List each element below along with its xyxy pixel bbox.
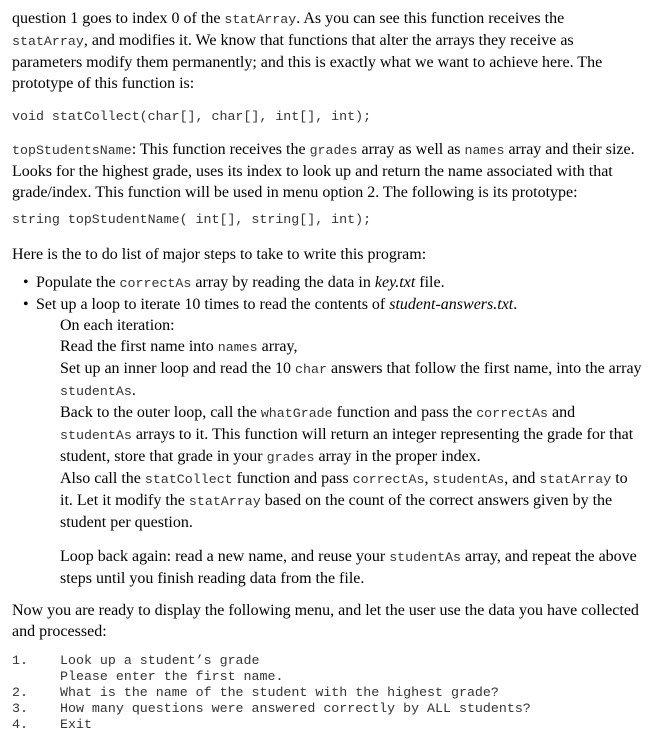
text-run: based on the count of the correct answers given by the student per question. <box>60 492 613 531</box>
text-run: Loop back again: read a new name, and reuse your <box>60 548 390 565</box>
menu-label: What is the name of the student with the highest grade? <box>60 685 499 700</box>
text-run: file. <box>415 274 445 291</box>
menu-number: 3. <box>12 701 28 716</box>
code-top-students-name: topStudentsName <box>12 143 132 158</box>
menu-item <box>12 701 642 717</box>
list-item <box>12 272 642 294</box>
menu-number: 2. <box>12 685 28 700</box>
file-name: key.txt <box>374 274 416 291</box>
text-run: . As you can see this function receives the <box>296 10 565 27</box>
file-name: student-answers.txt <box>389 296 514 313</box>
text-run: array, and repeat the above steps until you finish reading data from the file. <box>60 548 637 587</box>
text-run: , and <box>504 470 540 487</box>
code-grades: grades <box>266 450 315 465</box>
text-run: and <box>548 404 576 421</box>
document-page <box>12 8 642 733</box>
menu-list <box>12 653 642 733</box>
todo-intro: Here is the to do list of major steps to take to write this program: <box>12 246 427 263</box>
code-student-as: studentAs <box>60 428 132 443</box>
step-also-call <box>60 468 642 533</box>
text-run: Read the first name into <box>60 338 218 355</box>
text-run: answers that follow the first name, into the array <box>326 360 642 377</box>
menu-item <box>12 653 642 685</box>
iteration-steps <box>60 315 642 589</box>
top-student-description <box>12 139 642 203</box>
code-names: names <box>217 340 258 355</box>
step-inner-loop <box>60 358 642 402</box>
step-outer-loop <box>60 402 642 468</box>
menu-label: Look up a student’s grade <box>60 653 260 668</box>
code-grades: grades <box>309 143 358 158</box>
code-names: names <box>464 143 505 158</box>
menu-number: 1. <box>12 653 28 668</box>
text-run: Populate the <box>36 274 120 291</box>
code-correct-as: correctAs <box>476 406 549 421</box>
menu-intro: Now you are ready to display the following menu, and let the user use the data you have collected and processed: <box>12 602 639 640</box>
text-run: array, <box>257 338 298 355</box>
step-loop-back <box>60 546 642 589</box>
text-run: question 1 goes to index 0 of the <box>12 10 225 27</box>
code-correct-as: correctAs <box>119 276 192 291</box>
text-run: array by reading the data in <box>191 274 375 291</box>
menu-label: How many questions were answered correctly by ALL students? <box>60 701 531 716</box>
code-student-as: studentAs <box>432 472 505 487</box>
text-run: Also call the <box>60 470 145 487</box>
menu-label: Exit <box>60 717 92 732</box>
text-run: . <box>131 382 136 399</box>
stat-collect-prototype: void statCollect(char[], char[], int[], int); <box>12 109 372 124</box>
code-stat-array: statArray <box>188 494 261 509</box>
text-run: function and pass <box>232 470 353 487</box>
text-run: , <box>424 470 433 487</box>
code-correct-as: correctAs <box>352 472 425 487</box>
text-run: to it. Let it modify the <box>60 470 628 509</box>
code-stat-array: statArray <box>12 34 84 49</box>
text-run: , and modifies it. We know that functions that alter the arrays they receive as parameters modify them permanently; and this is exactly what we want to achieve here. The prototype of this function is: <box>12 32 603 92</box>
text-run: Back to the outer loop, call the <box>60 404 261 421</box>
code-stat-array: statArray <box>539 472 612 487</box>
menu-number: 4. <box>12 717 28 732</box>
text-run: array in the proper index. <box>314 448 481 465</box>
text-run: array as well as <box>357 141 465 158</box>
text-run: : This function receives the <box>131 141 310 158</box>
code-student-as: studentAs <box>389 550 462 565</box>
stat-collect-description <box>12 8 642 94</box>
text-run: . <box>513 296 518 313</box>
step-read-name <box>60 336 642 358</box>
text-run: function and pass the <box>332 404 477 421</box>
bullet-icon: • <box>23 274 29 291</box>
menu-item <box>12 717 642 733</box>
top-student-prototype: string topStudentName( int[], string[], int); <box>12 212 372 227</box>
code-stat-array: statArray <box>224 12 297 27</box>
list-item <box>12 294 642 315</box>
code-stat-collect: statCollect <box>144 472 233 487</box>
text-run: Set up a loop to iterate 10 times to read the contents of <box>36 296 390 313</box>
bullet-icon: • <box>23 296 29 313</box>
menu-item <box>12 685 642 701</box>
code-char: char <box>295 362 327 377</box>
menu-sub-prompt: Please enter the first name. <box>60 669 284 684</box>
on-each-iteration: On each iteration: <box>60 317 175 334</box>
code-what-grade: whatGrade <box>260 406 333 421</box>
text-run: Set up an inner loop and read the 10 <box>60 360 296 377</box>
text-run: arrays to it. This function will return an integer representing the grade for that student, store that grade in your <box>60 426 634 465</box>
text-run: array and their size. Looks for the highest grade, uses its index to look up and return the name associated with that grade/index. This function will be used in menu option 2. The following is its prototype: <box>12 141 635 201</box>
todo-list <box>12 272 642 315</box>
code-student-as: studentAs <box>60 384 132 399</box>
